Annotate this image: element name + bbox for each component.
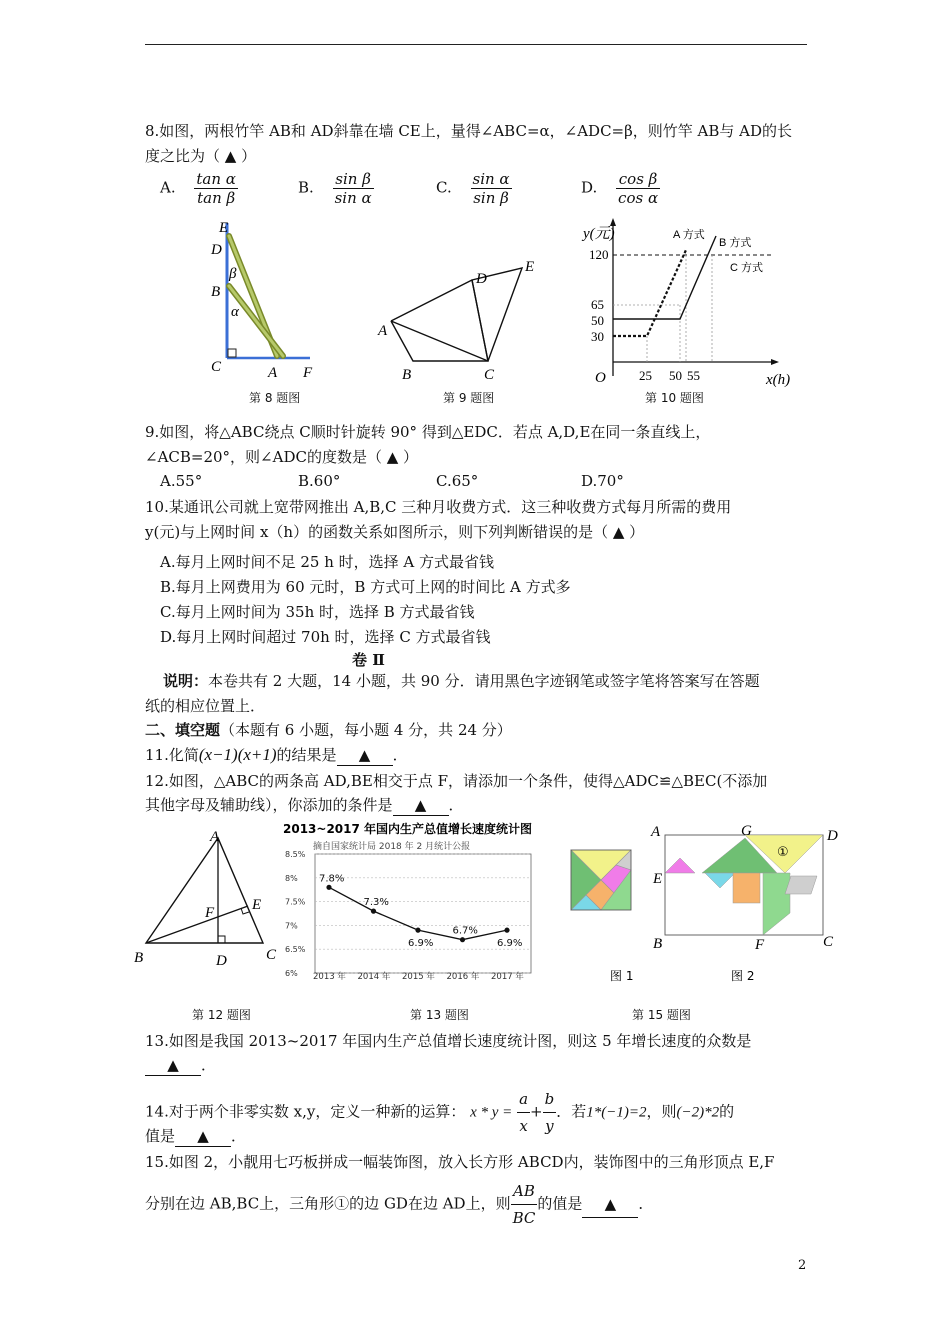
q14-def-left: x * y =	[470, 1104, 513, 1121]
note-text: 本卷共有 2 大题，14 小题，共 90 分．请用黑色字迹钢笔或签字笔将答案写在答题	[208, 672, 760, 690]
y-tick-50: 50	[591, 313, 604, 328]
q14-condition: 1*(−1)=2	[586, 1104, 647, 1121]
header-rule	[145, 44, 807, 45]
y-tick-label: 7.5%	[285, 897, 306, 907]
data-point	[415, 928, 420, 933]
answer-blank[interactable]: ▲	[393, 795, 449, 816]
fraction	[616, 170, 660, 207]
label-c: C	[484, 367, 495, 383]
altitude-be	[146, 906, 248, 943]
q12-line2	[145, 795, 464, 816]
figure-12	[130, 825, 280, 970]
note-label: 说明：	[163, 672, 209, 690]
denominator: cos α	[618, 189, 659, 207]
q10-option-a[interactable]: A.每月上网时间不足 25 h 时，选择 A 方式最省钱	[160, 553, 495, 571]
q13-line1: 13.如图是我国 2013~2017 年国内生产总值增长速度统计图，则这 5 年增长速度的众数是	[145, 1032, 752, 1050]
answer-blank[interactable]: ▲	[175, 1126, 231, 1147]
piece-pink	[665, 858, 695, 873]
q9-option-d[interactable]: D.70°	[581, 472, 624, 490]
section-heading	[145, 720, 512, 740]
y-axis-label: y(元)	[583, 226, 615, 242]
numerator: b	[543, 1086, 557, 1113]
x-tick-label: 2013 年	[313, 972, 346, 980]
y-axis-arrow	[610, 218, 616, 226]
data-point	[460, 937, 465, 942]
caption-fig8: 第 8 题图	[249, 391, 301, 405]
q9-line2: ∠ACB=20°，则∠ADC的度数是（ ▲ ）	[145, 448, 419, 466]
label-e: E	[653, 871, 663, 887]
answer-blank[interactable]: ▲	[582, 1191, 638, 1218]
data-points	[319, 873, 522, 949]
plus-sign: +	[530, 1102, 543, 1121]
label-b: B	[211, 284, 221, 300]
label-b: B	[134, 950, 144, 966]
figure-9	[372, 255, 547, 385]
y-tick-label: 6%	[285, 969, 298, 978]
label-d: D	[216, 953, 227, 969]
q11	[145, 745, 408, 766]
x-tick-label: 2014 年	[357, 972, 391, 980]
q12-prefix: 其他字母及辅助线），你添加的条件是	[145, 796, 393, 814]
part2-note-line1	[163, 671, 760, 691]
label-e: E	[252, 897, 262, 913]
label-b: B	[653, 936, 663, 952]
q9-option-b[interactable]: B.60°	[298, 472, 341, 490]
label-circle-one: ①	[777, 845, 789, 860]
caption-fig13: 第 13 题图	[410, 1008, 469, 1022]
piece-cyan	[705, 873, 735, 888]
option-label: C.	[436, 178, 452, 197]
piece-green-small	[763, 873, 790, 935]
q15-line1: 15.如图 2，小靓用七巧板拼成一幅装饰图，放入长方形 ABCD内，装饰图中的三角形顶点 E,F	[145, 1153, 775, 1171]
denominator: y	[545, 1117, 554, 1135]
fig2-label: 图 2	[731, 969, 755, 983]
y-tick-120: 120	[589, 247, 609, 262]
section-desc: （本题有 6 小题，每小题 4 分，共 24 分）	[220, 721, 512, 739]
option-label: A.	[160, 178, 176, 197]
data-label: 6.9%	[408, 938, 434, 950]
data-label: 6.7%	[452, 925, 478, 937]
figure-10	[575, 216, 790, 388]
q14-ask: (−2)*2	[676, 1104, 720, 1121]
q10-option-b[interactable]: B.每月上网费用为 60 元时，B 方式可上网的时间比 A 方式多	[160, 578, 571, 596]
q9-line1: 9.如图，将△ABC绕点 C顺时针旋转 90° 得到△EDC．若点 A,D,E在同一条直线上，	[145, 423, 711, 441]
label-d: D	[476, 271, 487, 287]
q8-line1: 8.如图，两根竹竿 AB和 AD斜靠在墙 CE上，量得∠ABC=α，∠ADC=β，则竹竿 AB与 AD的长	[145, 122, 793, 140]
x-axis-arrow	[771, 359, 779, 365]
label-c: C	[211, 359, 222, 375]
x-tick-50: 50	[669, 368, 682, 383]
q11-end: ．	[392, 746, 408, 764]
x-tick-label: 2015 年	[402, 972, 435, 980]
fig1-label: 图 1	[610, 969, 634, 983]
tangram-fig2	[665, 835, 823, 935]
series-a-line	[613, 250, 686, 336]
part2-note-line2: 纸的相应位置上．	[145, 697, 266, 715]
denominator: sin α	[334, 189, 372, 207]
label-d: D	[211, 242, 222, 258]
caption-fig9: 第 9 题图	[443, 391, 495, 405]
x-tick-label: 2016 年	[446, 972, 480, 980]
q11-suffix: 的结果是	[276, 746, 337, 764]
piece-orange	[733, 873, 760, 903]
label-d: D	[827, 828, 838, 844]
x-tick-55: 55	[687, 368, 700, 383]
label-a: A	[268, 365, 278, 381]
series-c-label: C 方式	[730, 262, 763, 274]
fraction	[333, 170, 374, 207]
q8-option-c[interactable]	[436, 170, 512, 207]
plot-frame	[315, 854, 531, 973]
label-alpha: α	[231, 304, 239, 320]
q8-option-b[interactable]	[298, 170, 374, 207]
numerator: sin β	[333, 170, 374, 189]
right-angle-d	[218, 936, 225, 943]
data-point	[504, 928, 509, 933]
figure-13-chart	[281, 820, 556, 980]
segment-ac	[391, 321, 488, 361]
answer-blank[interactable]: ▲	[337, 745, 393, 766]
q8-line2: 度之比为（ ▲ ）	[145, 147, 257, 165]
series-b-label: B 方式	[719, 237, 752, 249]
q8-option-a[interactable]	[160, 170, 238, 207]
fraction-b-y	[543, 1086, 557, 1139]
numerator: cos β	[616, 170, 660, 189]
y-tick-label: 6.5%	[285, 945, 306, 955]
origin-label: O	[595, 370, 606, 386]
x-tick-label: 2017 年	[491, 972, 524, 980]
caption-fig15: 第 15 题图	[632, 1008, 691, 1022]
figure-15	[565, 818, 850, 988]
data-label: 6.9%	[497, 938, 523, 950]
denominator: tan β	[197, 189, 236, 207]
label-b: B	[402, 367, 412, 383]
section-title: 二、填空题	[145, 721, 221, 739]
y-tick-label: 8%	[285, 873, 298, 883]
label-a: A	[210, 829, 220, 845]
series-a-label: A 方式	[673, 229, 705, 241]
fraction-ab-bc	[511, 1178, 538, 1231]
page-number: 2	[798, 1258, 807, 1273]
y-ticks	[285, 850, 306, 978]
q14-suffix: 的	[719, 1102, 735, 1121]
figure-8	[205, 218, 325, 388]
label-c: C	[266, 947, 277, 963]
y-tick-label: 7%	[285, 921, 298, 931]
q10-option-c[interactable]: C.每月上网时间为 35h 时，选择 B 方式最省钱	[160, 603, 475, 621]
q15-suffix: 的值是	[537, 1194, 583, 1213]
data-point	[326, 885, 331, 890]
right-angle-mark	[228, 349, 236, 357]
caption-fig10: 第 10 题图	[645, 391, 704, 405]
data-point	[371, 909, 376, 914]
segment-ad	[391, 280, 472, 321]
label-f: F	[755, 937, 765, 953]
fraction	[194, 170, 238, 207]
q14-line2	[145, 1126, 246, 1147]
fraction-a-x	[517, 1086, 530, 1139]
q8-option-d[interactable]	[581, 170, 660, 207]
label-beta: β	[229, 266, 237, 282]
numerator: AB	[511, 1178, 538, 1205]
q14-mid2: ，则	[646, 1102, 677, 1121]
q14-line2-prefix: 值是	[145, 1127, 176, 1145]
q14-prefix: 14.对于两个非零实数 x,y，定义一种新的运算：	[145, 1102, 466, 1121]
chart-subtitle: 摘自国家统计局 2018 年 2 月统计公报	[313, 842, 471, 852]
denominator: sin β	[473, 189, 509, 207]
q9-option-a[interactable]: A.55°	[160, 472, 203, 490]
q9-option-c[interactable]: C.65°	[436, 472, 479, 490]
label-f: F	[205, 905, 215, 921]
tangram-fig1	[571, 850, 631, 910]
y-tick-label: 8.5%	[285, 850, 306, 859]
label-g: G	[741, 823, 752, 839]
data-label: 7.3%	[363, 897, 389, 909]
y-tick-30: 30	[591, 329, 604, 344]
denominator: BC	[512, 1209, 536, 1227]
q13-end: ．	[201, 1056, 217, 1074]
q15-prefix: 分别在边 AB,BC上，三角形①的边 GD在边 AD上，则	[145, 1194, 511, 1213]
x-ticks	[313, 971, 524, 980]
q14-mid: ．若	[556, 1102, 587, 1121]
x-tick-25: 25	[639, 368, 652, 383]
label-e: E	[219, 220, 229, 236]
option-label: B.	[298, 178, 314, 197]
q10-line1: 10.某通讯公司就上宽带网推出 A,B,C 三种月收费方式．这三种收费方式每月所需的费用	[145, 498, 732, 516]
triangle-abc	[146, 838, 263, 943]
grid-lines	[315, 854, 531, 973]
caption-fig12: 第 12 题图	[192, 1008, 251, 1022]
q10-line2: y(元)与上网时间 x（h）的函数关系如图所示，则下列判断错误的是（ ▲ ）	[145, 523, 645, 541]
q12-end: ．	[448, 796, 464, 814]
part2-title: 卷 Ⅱ	[352, 651, 385, 669]
q15-line2	[145, 1178, 653, 1231]
y-tick-65: 65	[591, 297, 604, 312]
label-a: A	[378, 323, 388, 339]
q13-line2	[145, 1055, 216, 1076]
q10-option-d[interactable]: D.每月上网时间超过 70h 时，选择 C 方式最省钱	[160, 628, 491, 646]
numerator: a	[517, 1086, 530, 1113]
denominator: x	[519, 1117, 528, 1135]
option-label: D.	[581, 178, 598, 197]
q11-expression: (x−1)(x+1)	[198, 745, 277, 764]
numerator: sin α	[472, 170, 510, 188]
segment-dc	[472, 280, 488, 361]
q15-end: ．	[638, 1194, 654, 1213]
label-f: F	[303, 365, 313, 381]
triangle-edges	[391, 268, 522, 361]
chart-title: 2013~2017 年国内生产总值增长速度统计图	[283, 822, 533, 836]
numerator: tan α	[196, 170, 236, 188]
label-a: A	[651, 824, 661, 840]
data-label: 7.8%	[319, 873, 345, 885]
series-b-line	[613, 236, 716, 319]
q11-prefix: 11.化简	[145, 746, 199, 764]
q12-line1: 12.如图，△ABC的两条高 AD,BE相交于点 F，请添加一个条件，使得△ADC≌△BEC(不添加	[145, 772, 768, 790]
x-axis-label: x(h)	[766, 372, 790, 388]
q14-end: ．	[231, 1127, 247, 1145]
answer-blank[interactable]: ▲	[145, 1055, 201, 1076]
label-e: E	[525, 259, 535, 275]
fraction	[471, 170, 512, 207]
label-c: C	[823, 934, 834, 950]
